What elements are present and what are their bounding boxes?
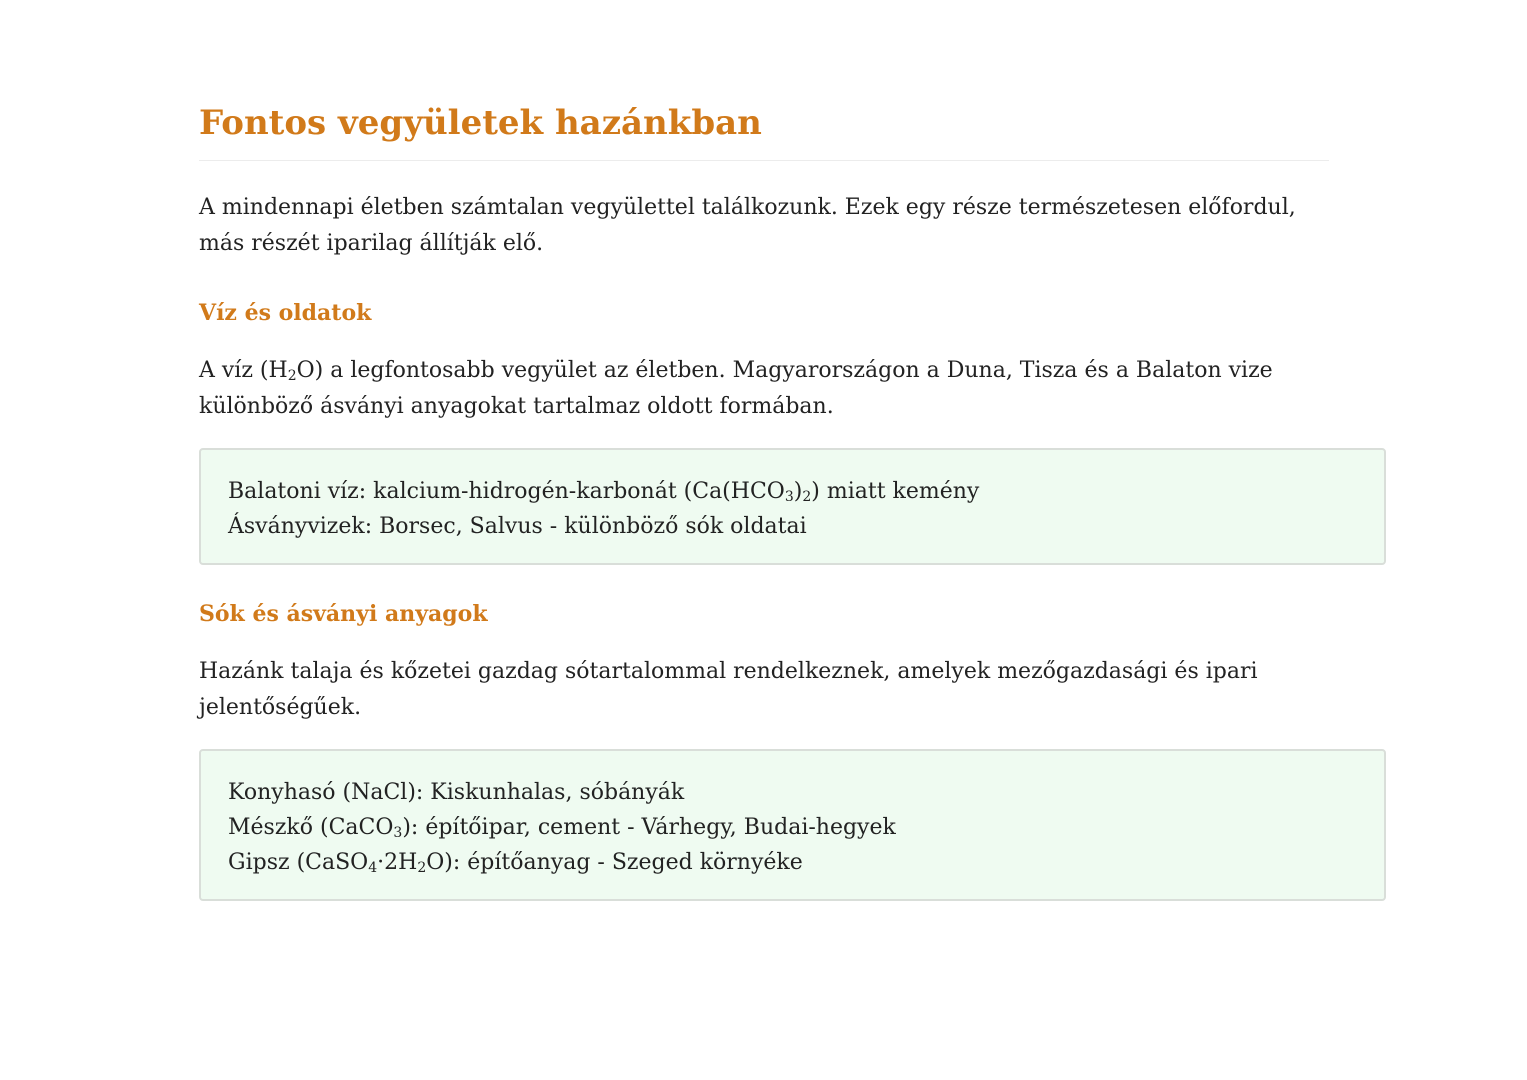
salts-box-line-gypsum <box>228 845 1384 880</box>
limestone-subscript: 3 <box>393 825 403 841</box>
section-heading-salts: Sók és ásványi anyagok <box>199 601 488 627</box>
section-heading-water: Víz és oldatok <box>199 300 372 326</box>
balaton-text-3: ) miatt kemény <box>811 479 980 504</box>
limestone-text-2: ): építőipar, cement - Várhegy, Budai-hegyek <box>402 815 896 840</box>
water-paragraph-text-1: A víz (H <box>199 358 288 383</box>
gypsum-text-2: ·2H <box>377 850 418 875</box>
water-paragraph-text-2: O) a legfontosabb vegyület az életben. Magyarországon a Duna, Tisza és a Balaton vize különböző ásványi anyagokat tartalmaz oldott formában. <box>199 358 1273 419</box>
gypsum-text-3: O): építőanyag - Szeged környéke <box>426 850 803 875</box>
water-info-box <box>199 448 1386 565</box>
water-box-line-mineral-waters: Ásványvizek: Borsec, Salvus - különböző sók oldatai <box>228 514 807 539</box>
salts-box-line-limestone <box>228 810 1384 845</box>
gypsum-subscript-2: 2 <box>417 860 427 876</box>
water-paragraph <box>199 353 1349 425</box>
title-divider <box>199 160 1329 161</box>
intro-paragraph: A mindennapi életben számtalan vegyülettel találkozunk. Ezek egy része természetesen előfordul, más részét iparilag állítják elő. <box>199 195 1296 256</box>
balaton-text-2: ) <box>793 479 803 504</box>
water-box-line-balaton <box>228 474 1384 509</box>
balaton-subscript-1: 3 <box>784 489 794 505</box>
balaton-text-1: Balatoni víz: kalcium-hidrogén-karbonát (Ca(HCO <box>228 479 785 504</box>
salts-box-line-nacl: Konyhasó (NaCl): Kiskunhalas, sóbányák <box>228 780 685 805</box>
gypsum-subscript-1: 4 <box>368 860 378 876</box>
limestone-text-1: Mészkő (CaCO <box>228 815 394 840</box>
salts-info-box <box>199 749 1386 901</box>
gypsum-text-1: Gipsz (CaSO <box>228 850 369 875</box>
water-paragraph-subscript: 2 <box>287 368 297 384</box>
balaton-subscript-2: 2 <box>802 489 812 505</box>
page-title: Fontos vegyületek hazánkban <box>199 103 762 143</box>
salts-paragraph: Hazánk talaja és kőzetei gazdag sótartalommal rendelkeznek, amelyek mezőgazdasági és ipari jelentőségűek. <box>199 659 1258 720</box>
